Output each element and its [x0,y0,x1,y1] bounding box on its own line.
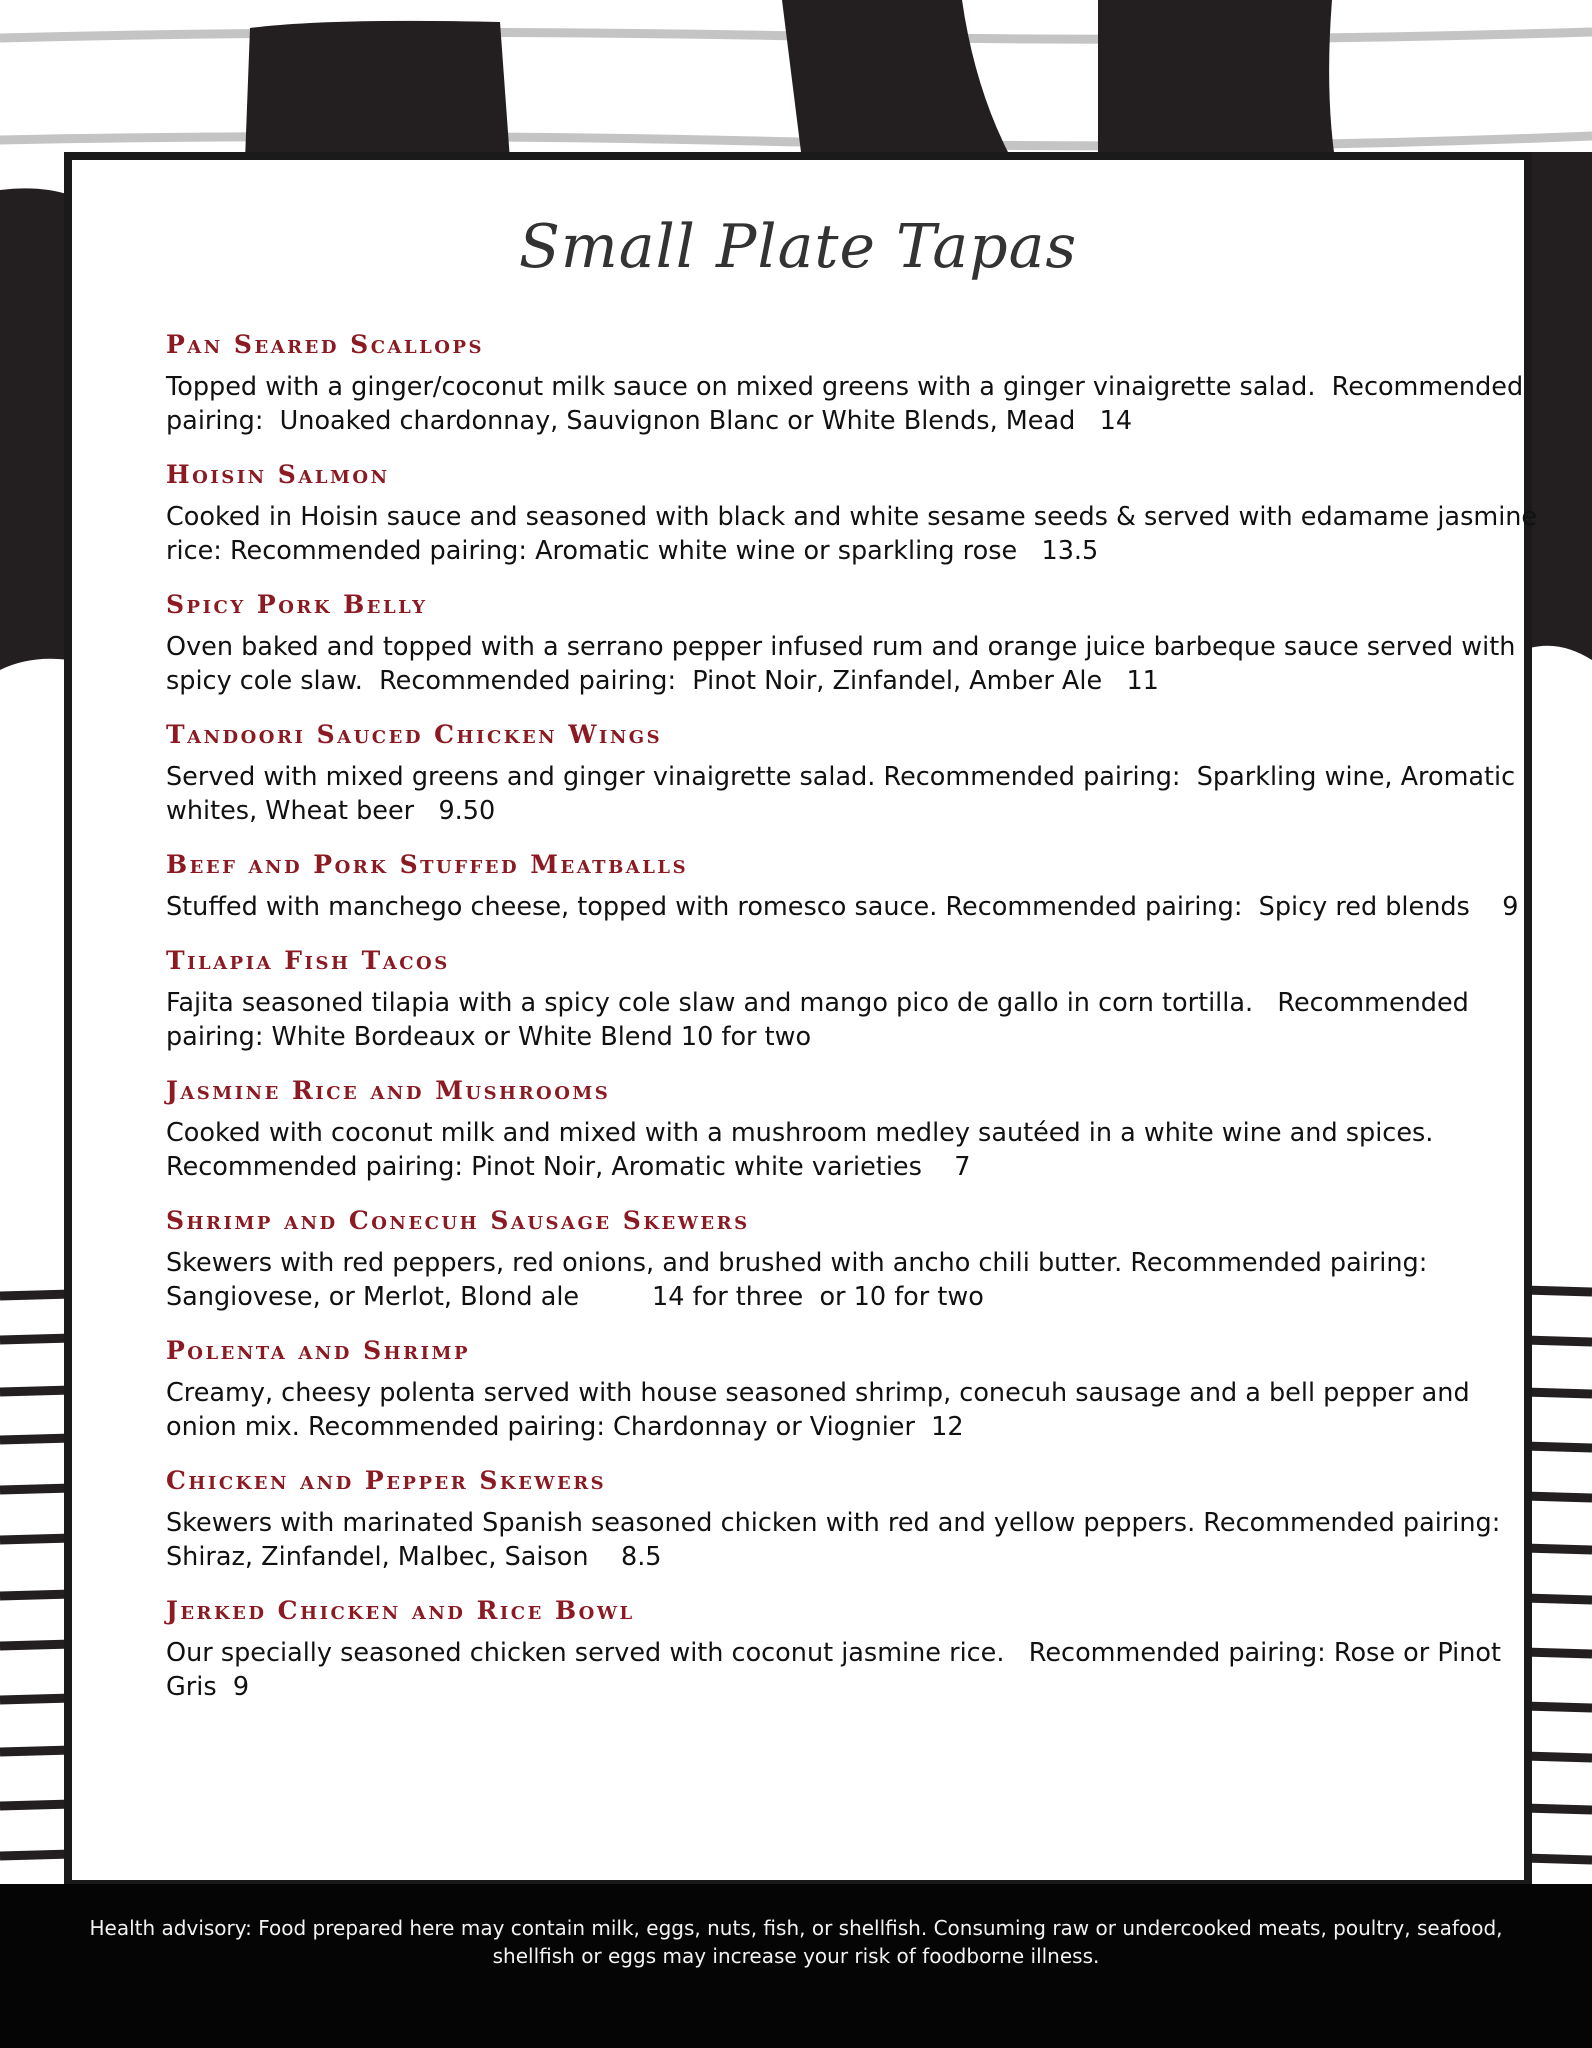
menu-item [166,590,1546,698]
item-description: Skewers with red peppers, red onions, and brushed with ancho chili butter. Recommended pairing: Sangiovese, or Merlot, Blond ale 14 for three or 10 for two [166,1248,1444,1312]
menu-item [166,1206,1546,1314]
menu-card [64,152,1546,1888]
item-name: Polenta and Shrimp [166,1336,471,1365]
item-description: Our specially seasoned chicken served with coconut jasmine rice. Recommended pairing: Rose or Pinot Gris 9 [166,1638,1510,1702]
item-name: Beef and Pork Stuffed Meatballs [166,850,689,879]
item-name: Shrimp and Conecuh Sausage Skewers [166,1206,750,1235]
item-name: Jasmine Rice and Mushrooms [166,1076,611,1105]
menu-item [166,1076,1546,1184]
item-description: Cooked with coconut milk and mixed with a mushroom medley sautéed in a white wine and spices. Recommended pairing: Pinot Noir, Aromatic white varieties 7 [166,1118,1442,1182]
item-description: Served with mixed greens and ginger vinaigrette salad. Recommended pairing: Sparkling wine, Aromatic whites, Wheat beer 9.50 [166,762,1524,826]
menu-item [166,720,1546,828]
footer-bar [0,1884,1592,2048]
menu-item [166,1596,1546,1704]
menu-item [166,1336,1546,1444]
item-name: Jerked Chicken and Rice Bowl [166,1596,635,1625]
menu-item [166,330,1546,438]
item-description: Creamy, cheesy polenta served with house seasoned shrimp, conecuh sausage and a bell pepper and onion mix. Recommended pairing: Chardonnay or Viognier 12 [166,1378,1478,1442]
item-name: Chicken and Pepper Skewers [166,1466,607,1495]
item-description: Oven baked and topped with a serrano pepper infused rum and orange juice barbeque sauce served with spicy cole slaw. Recommended pairing: Pinot Noir, Zinfandel, Amber Ale 11 [166,632,1524,696]
item-name: Hoisin Salmon [166,460,390,489]
menu-item [166,1466,1546,1574]
short-glass-silhouette [245,21,510,160]
item-name: Tilapia Fish Tacos [166,946,450,975]
item-name: Tandoori Sauced Chicken Wings [166,720,663,749]
item-description: Skewers with marinated Spanish seasoned chicken with red and yellow peppers. Recommended pairing: Shiraz, Zinfandel, Malbec, Saison 8.5 [166,1508,1517,1572]
menu-item [166,946,1546,1054]
item-description: Fajita seasoned tilapia with a spicy cole slaw and mango pico de gallo in corn tortilla. Recommended pairing: White Bordeaux or White Blend 10 for two [166,988,1477,1052]
menu-item [166,460,1546,568]
item-name: Spicy Pork Belly [166,590,428,619]
health-advisory: Health advisory: Food prepared here may contain milk, eggs, nuts, fish, or shellfish. Consuming raw or undercooked meats, poultry, seafood, shellfish or eggs may increase your risk of foodborne illness. [89,1916,1503,1968]
tall-glass-silhouette-1 [782,0,1012,160]
menu-items [166,330,1546,1726]
tall-glass-silhouette-2 [1098,0,1335,160]
item-name: Pan Seared Scallops [166,330,485,359]
item-description: Stuffed with manchego cheese, topped with romesco sauce. Recommended pairing: Spicy red blends 9 [166,892,1519,922]
menu-item [166,850,1546,924]
item-description: Topped with a ginger/coconut milk sauce on mixed greens with a ginger vinaigrette salad. Recommended pairing: Unoaked chardonnay, Sauvignon Blanc or White Blends, Mead 14 [166,372,1532,436]
menu-title: Small Plate Tapas [518,212,1078,282]
item-description: Cooked in Hoisin sauce and seasoned with black and white sesame seeds & served with edamame jasmine rice: Recommended pairing: Aromatic white wine or sparkling rose 13.5 [166,502,1546,566]
